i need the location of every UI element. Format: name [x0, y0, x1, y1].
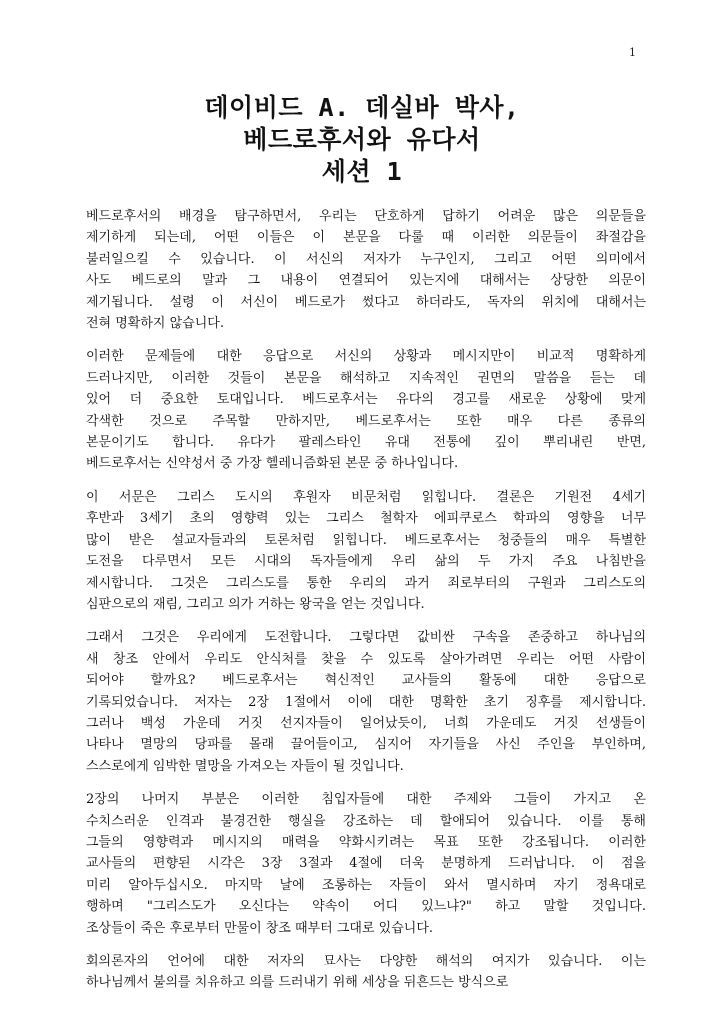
text-line: 많이 받은 설교자들과의 토론처럼 읽힙니다. 베드로후서는 청중들의 매우 특별한 [86, 532, 646, 548]
text-line: 도전을 다루면서 모든 시대의 독자들에게 우리 삶의 두 가지 주요 나침반을 [86, 554, 646, 570]
text-line: 2장의 나머지 부분은 이러한 침입자들에 대한 주제와 그들이 가지고 온 [86, 792, 646, 808]
text-line: 드러나지만, 이러한 것들이 본문을 해석하고 지속적인 권면의 말씀을 듣는 데 [86, 370, 646, 386]
text-line: 새 창조 안에서 우리도 안식처를 찾을 수 있도록 살아가려면 우리는 어떤 사람이 [86, 651, 646, 667]
paragraph-3 [86, 487, 646, 615]
text-line: 심판으로의 재림, 그리고 의가 거하는 왕국을 얻는 것입니다. [86, 596, 425, 612]
title-line: 베드로후서와 유다서 [243, 125, 481, 154]
text-line: 이러한 문제들에 대한 응답으로 서신의 상황과 메시지만이 비교적 명확하게 [86, 349, 646, 365]
text-line: 교사들의 편향된 시각은 3장 3절과 4절에 더욱 분명하게 드러납니다. 이 점을 [86, 856, 646, 872]
text-line: 있어 더 중요한 토대입니다. 베드로후서는 유다의 경고를 새로운 상황에 맞게 [86, 392, 646, 408]
page-number: 1 [629, 46, 636, 59]
text-line: 각색한 것으로 주목할 만하지만, 베드로후서는 또한 매우 다른 종류의 [86, 413, 646, 429]
paragraph-1 [86, 206, 646, 334]
text-line: 회의론자의 언어에 대한 저자의 묘사는 다양한 해석의 여지가 있습니다. 이는 [86, 954, 646, 969]
text-line: 본문이기도 합니다. 유다가 팔레스타인 유대 전통에 깊이 뿌리내린 반면, [86, 435, 646, 451]
title-line: 데이비드 A. 데실바 박사, [204, 93, 520, 122]
text-line: 베드로후서는 신약성서 중 가장 헬레니즘화된 본문 중 하나입니다. [86, 456, 459, 472]
paragraph-5 [86, 789, 646, 939]
text-line: 불러일으킬 수 있습니다. 이 서신의 저자가 누구인지, 그리고 어떤 의미에서 [86, 251, 646, 267]
text-line: 그들의 영향력과 메시지의 매력을 약화시키려는 목표 또한 강조됩니다. 이러한 [86, 834, 646, 850]
text-line: 그러나 백성 가운데 거짓 선지자들이 일어났듯이, 너희 가운데도 거짓 선생들이 [86, 715, 646, 731]
text-line: 전혀 명확하지 않습니다. [86, 316, 224, 332]
paragraph-2 [86, 346, 646, 474]
text-line: 미리 알아두십시오. 마지막 날에 조롱하는 자들이 와서 멸시하며 자기 정욕대로 [86, 877, 646, 893]
text-line: 제기하게 되는데, 어떤 이들은 이 본문을 다룰 때 이러한 의문들이 좌절감을 [86, 230, 646, 246]
text-line: 기록되었습니다. 저자는 2장 1절에서 이에 대한 명확한 초기 징후를 제시합니다. [86, 694, 646, 710]
paragraph-4 [86, 627, 646, 777]
text-line: 제기됩니다. 설령 이 서신이 베드로가 썼다고 하더라도, 독자의 위치에 대해서는 [86, 294, 646, 310]
text-line: 되어야 할까요? 베드로후서는 혁신적인 교사들의 활동에 대한 응답으로 [86, 673, 646, 689]
text-line: 이 서문은 그리스 도시의 후원자 비문처럼 읽힙니다. 결론은 기원전 4세기 [86, 489, 646, 505]
text-line: 행하며 "그리스도가 오신다는 약속이 어디 있느냐?" 하고 말할 것입니다. [86, 899, 646, 915]
text-line: 그래서 그것은 우리에게 도전합니다. 그렇다면 값비싼 구속을 존중하고 하나님의 [86, 630, 646, 646]
text-line: 하나님께서 불의를 치유하고 의를 드러내기 위해 세상을 뒤흔드는 방식으로 [86, 975, 509, 991]
text-line: 나타나 멸망의 당파를 몰래 끌어들이고, 심지어 자기들을 사신 주인을 부인하며, [86, 737, 646, 753]
text-line: 조상들이 죽은 후로부터 만물이 창조 때부터 그대로 있습니다. [86, 920, 434, 936]
document-body [86, 206, 646, 1006]
text-line: 제시합니다. 그것은 그리스도를 통한 우리의 과거 죄로부터의 구원과 그리스도의 [86, 575, 646, 591]
text-line: 사도 베드로의 말과 그 내용이 연결되어 있는지에 대해서는 상당한 의문이 [86, 273, 646, 289]
text-line: 스스로에게 임박한 멸망을 가져오는 자들이 될 것입니다. [86, 758, 404, 774]
text-line: 베드로후서의 배경을 탐구하면서, 우리는 단호하게 답하기 어려운 많은 의문들을 [86, 209, 646, 224]
text-line: 후반과 3세기 초의 영향력 있는 그리스 철학자 에피쿠로스 학파의 영향을 너무 [86, 511, 646, 527]
text-line: 수치스러운 인격과 불경건한 행실을 강조하는 데 할애되어 있습니다. 이를 통해 [86, 813, 646, 829]
title-line: 세션 1 [321, 157, 403, 186]
paragraph-6 [86, 951, 646, 994]
document-title [0, 92, 724, 188]
